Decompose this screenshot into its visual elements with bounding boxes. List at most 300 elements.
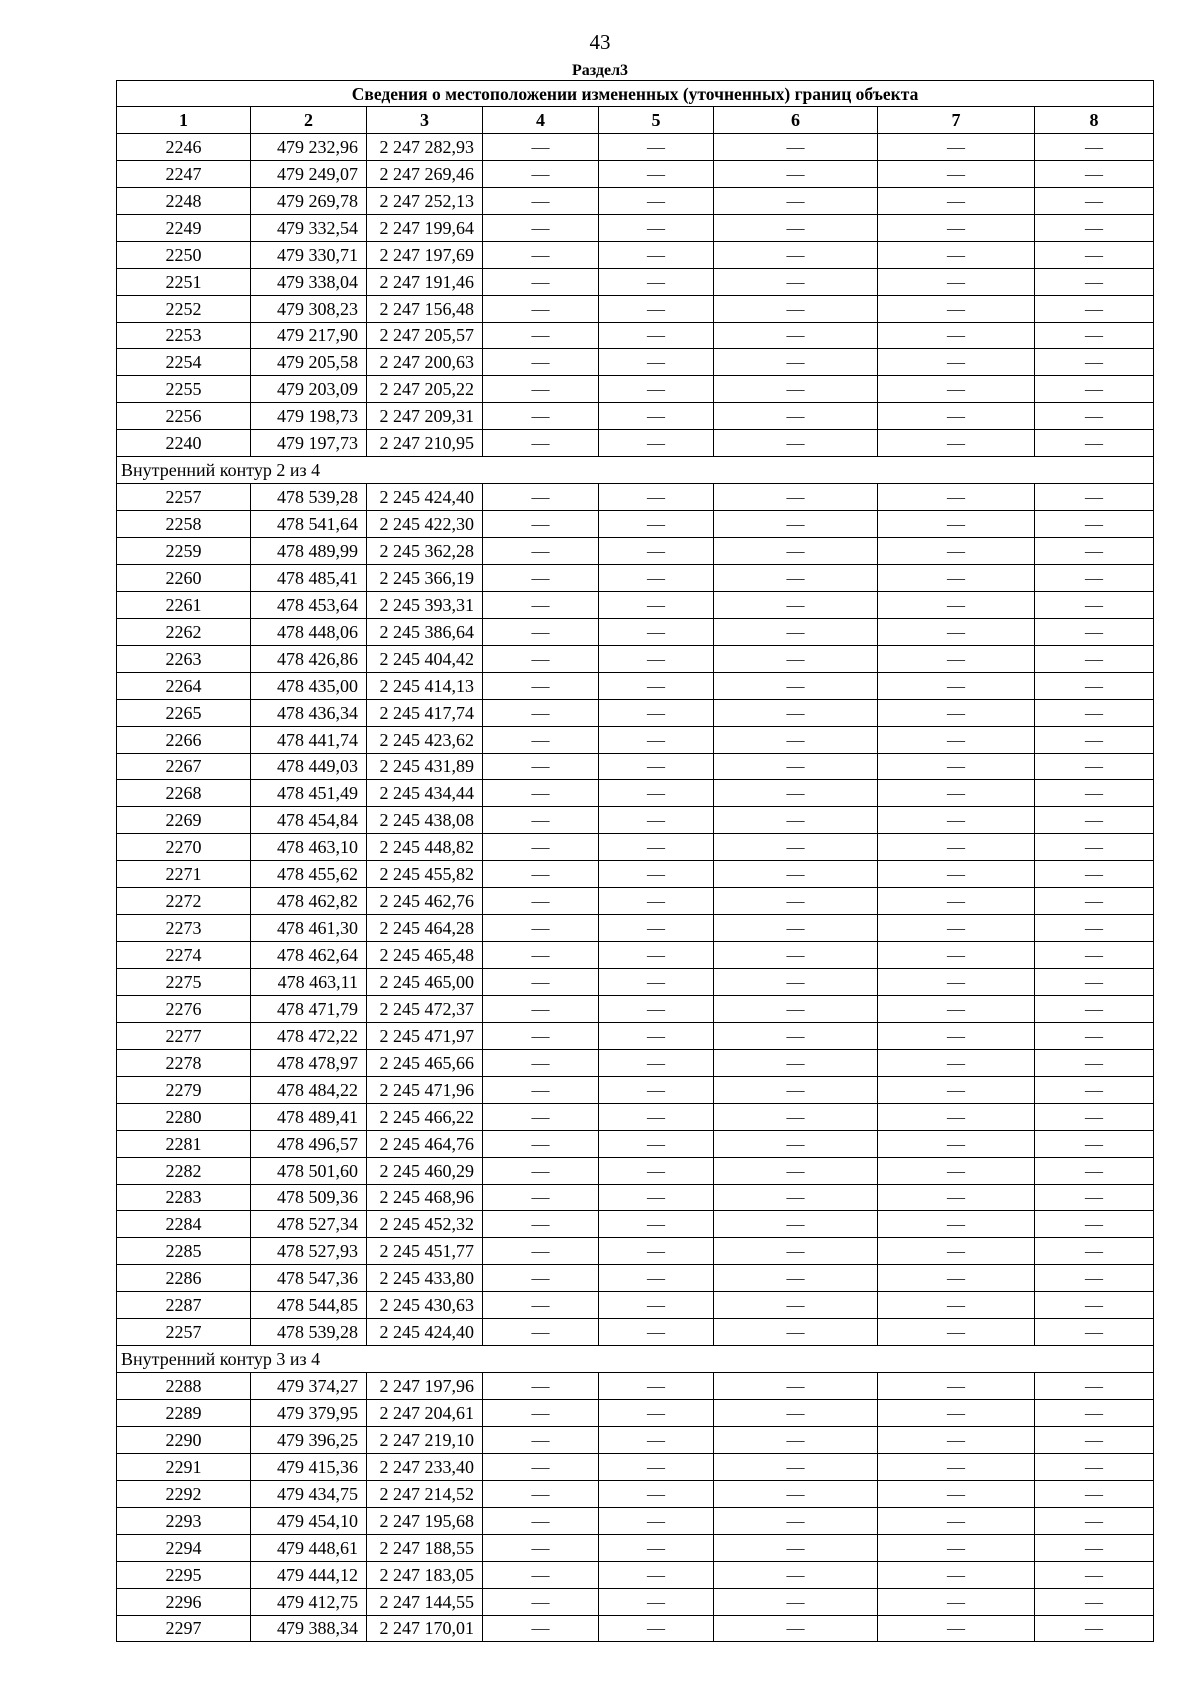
x-coordinate-cell: 479 205,58 [251,349,367,376]
empty-value-dash: — [714,618,878,645]
empty-value-dash: — [1035,1211,1154,1238]
empty-value-dash: — [483,672,599,699]
boundary-coordinates-table [116,80,1154,1642]
empty-value-dash: — [483,942,599,969]
empty-value-dash: — [1035,1615,1154,1642]
empty-value-dash: — [483,1184,599,1211]
point-number-cell: 2248 [117,187,251,214]
empty-value-dash: — [483,349,599,376]
point-number-cell: 2269 [117,807,251,834]
y-coordinate-cell: 2 247 195,68 [367,1507,483,1534]
y-coordinate-cell: 2 247 282,93 [367,133,483,160]
empty-value-dash: — [483,915,599,942]
point-number-cell: 2293 [117,1507,251,1534]
contour-heading-row [117,1346,1154,1373]
empty-value-dash: — [599,1076,714,1103]
x-coordinate-cell: 479 338,04 [251,268,367,295]
x-coordinate-cell: 478 463,10 [251,834,367,861]
empty-value-dash: — [599,645,714,672]
empty-value-dash: — [1035,645,1154,672]
point-number-cell: 2268 [117,780,251,807]
table-row [117,484,1154,511]
x-coordinate-cell: 479 197,73 [251,430,367,457]
empty-value-dash: — [483,1507,599,1534]
empty-value-dash: — [1035,1103,1154,1130]
empty-value-dash: — [483,1588,599,1615]
point-number-cell: 2291 [117,1453,251,1480]
empty-value-dash: — [878,699,1035,726]
empty-value-dash: — [878,807,1035,834]
empty-value-dash: — [878,484,1035,511]
empty-value-dash: — [878,241,1035,268]
empty-value-dash: — [483,1615,599,1642]
empty-value-dash: — [714,995,878,1022]
empty-value-dash: — [483,834,599,861]
empty-value-dash: — [599,1453,714,1480]
empty-value-dash: — [599,995,714,1022]
empty-value-dash: — [1035,780,1154,807]
x-coordinate-cell: 478 463,11 [251,969,367,996]
empty-value-dash: — [714,834,878,861]
y-coordinate-cell: 2 245 471,96 [367,1076,483,1103]
table-row [117,511,1154,538]
column-header-4: 4 [483,107,599,134]
empty-value-dash: — [1035,1184,1154,1211]
empty-value-dash: — [1035,1130,1154,1157]
y-coordinate-cell: 2 247 170,01 [367,1615,483,1642]
point-number-cell: 2295 [117,1561,251,1588]
empty-value-dash: — [599,1507,714,1534]
table-row [117,214,1154,241]
empty-value-dash: — [483,295,599,322]
empty-value-dash: — [599,133,714,160]
y-coordinate-cell: 2 245 472,37 [367,995,483,1022]
empty-value-dash: — [714,1453,878,1480]
column-header-2: 2 [251,107,367,134]
empty-value-dash: — [878,133,1035,160]
empty-value-dash: — [714,1319,878,1346]
empty-value-dash: — [878,1076,1035,1103]
y-coordinate-cell: 2 245 464,76 [367,1130,483,1157]
empty-value-dash: — [1035,1319,1154,1346]
table-row [117,160,1154,187]
y-coordinate-cell: 2 245 455,82 [367,861,483,888]
point-number-cell: 2285 [117,1238,251,1265]
empty-value-dash: — [483,511,599,538]
x-coordinate-cell: 479 232,96 [251,133,367,160]
empty-value-dash: — [878,672,1035,699]
point-number-cell: 2258 [117,511,251,538]
empty-value-dash: — [878,1453,1035,1480]
x-coordinate-cell: 478 426,86 [251,645,367,672]
x-coordinate-cell: 478 509,36 [251,1184,367,1211]
empty-value-dash: — [1035,1265,1154,1292]
empty-value-dash: — [714,1480,878,1507]
x-coordinate-cell: 479 396,25 [251,1426,367,1453]
empty-value-dash: — [714,1507,878,1534]
point-number-cell: 2271 [117,861,251,888]
y-coordinate-cell: 2 247 191,46 [367,268,483,295]
empty-value-dash: — [599,1292,714,1319]
table-row [117,133,1154,160]
empty-value-dash: — [878,1238,1035,1265]
empty-value-dash: — [483,1157,599,1184]
point-number-cell: 2290 [117,1426,251,1453]
x-coordinate-cell: 478 435,00 [251,672,367,699]
y-coordinate-cell: 2 247 199,64 [367,214,483,241]
empty-value-dash: — [599,942,714,969]
table-row [117,1157,1154,1184]
x-coordinate-cell: 479 249,07 [251,160,367,187]
point-number-cell: 2281 [117,1130,251,1157]
table-row [117,995,1154,1022]
point-number-cell: 2275 [117,969,251,996]
empty-value-dash: — [878,1211,1035,1238]
y-coordinate-cell: 2 247 197,96 [367,1373,483,1400]
empty-value-dash: — [714,1561,878,1588]
empty-value-dash: — [714,942,878,969]
y-coordinate-cell: 2 247 233,40 [367,1453,483,1480]
empty-value-dash: — [599,1373,714,1400]
empty-value-dash: — [599,403,714,430]
empty-value-dash: — [1035,214,1154,241]
y-coordinate-cell: 2 247 197,69 [367,241,483,268]
empty-value-dash: — [714,1157,878,1184]
table-row [117,969,1154,996]
empty-value-dash: — [1035,834,1154,861]
empty-value-dash: — [878,1588,1035,1615]
empty-value-dash: — [599,1238,714,1265]
empty-value-dash: — [483,322,599,349]
empty-value-dash: — [599,591,714,618]
empty-value-dash: — [878,214,1035,241]
point-number-cell: 2261 [117,591,251,618]
table-title-row [117,81,1154,107]
x-coordinate-cell: 479 203,09 [251,376,367,403]
empty-value-dash: — [599,807,714,834]
table-row [117,295,1154,322]
empty-value-dash: — [878,1561,1035,1588]
y-coordinate-cell: 2 245 465,48 [367,942,483,969]
point-number-cell: 2297 [117,1615,251,1642]
empty-value-dash: — [599,699,714,726]
point-number-cell: 2274 [117,942,251,969]
column-header-1: 1 [117,107,251,134]
empty-value-dash: — [483,1453,599,1480]
y-coordinate-cell: 2 247 200,63 [367,349,483,376]
empty-value-dash: — [878,780,1035,807]
point-number-cell: 2257 [117,1319,251,1346]
y-coordinate-cell: 2 245 424,40 [367,484,483,511]
table-row [117,1076,1154,1103]
empty-value-dash: — [599,322,714,349]
empty-value-dash: — [483,538,599,565]
point-number-cell: 2283 [117,1184,251,1211]
empty-value-dash: — [714,268,878,295]
empty-value-dash: — [483,753,599,780]
x-coordinate-cell: 478 453,64 [251,591,367,618]
empty-value-dash: — [878,942,1035,969]
empty-value-dash: — [1035,376,1154,403]
empty-value-dash: — [1035,1588,1154,1615]
point-number-cell: 2277 [117,1022,251,1049]
empty-value-dash: — [714,1022,878,1049]
empty-value-dash: — [599,1615,714,1642]
table-row [117,1211,1154,1238]
x-coordinate-cell: 478 484,22 [251,1076,367,1103]
empty-value-dash: — [599,1319,714,1346]
empty-value-dash: — [1035,295,1154,322]
point-number-cell: 2294 [117,1534,251,1561]
table-row [117,699,1154,726]
table-row [117,1103,1154,1130]
empty-value-dash: — [1035,1534,1154,1561]
column-header-7: 7 [878,107,1035,134]
table-row [117,1588,1154,1615]
x-coordinate-cell: 478 489,41 [251,1103,367,1130]
empty-value-dash: — [714,349,878,376]
empty-value-dash: — [483,1238,599,1265]
table-row [117,888,1154,915]
x-coordinate-cell: 478 489,99 [251,538,367,565]
empty-value-dash: — [1035,969,1154,996]
empty-value-dash: — [483,1319,599,1346]
table-row [117,538,1154,565]
x-coordinate-cell: 479 269,78 [251,187,367,214]
empty-value-dash: — [714,888,878,915]
y-coordinate-cell: 2 245 438,08 [367,807,483,834]
point-number-cell: 2273 [117,915,251,942]
y-coordinate-cell: 2 245 366,19 [367,564,483,591]
y-coordinate-cell: 2 247 205,57 [367,322,483,349]
x-coordinate-cell: 479 308,23 [251,295,367,322]
empty-value-dash: — [483,645,599,672]
empty-value-dash: — [599,484,714,511]
empty-value-dash: — [714,430,878,457]
empty-value-dash: — [714,1103,878,1130]
empty-value-dash: — [714,133,878,160]
empty-value-dash: — [483,1400,599,1427]
table-row [117,349,1154,376]
empty-value-dash: — [878,645,1035,672]
point-number-cell: 2263 [117,645,251,672]
empty-value-dash: — [1035,672,1154,699]
empty-value-dash: — [878,376,1035,403]
y-coordinate-cell: 2 245 452,32 [367,1211,483,1238]
y-coordinate-cell: 2 245 466,22 [367,1103,483,1130]
empty-value-dash: — [1035,241,1154,268]
empty-value-dash: — [599,1480,714,1507]
x-coordinate-cell: 478 448,06 [251,618,367,645]
empty-value-dash: — [714,969,878,996]
x-coordinate-cell: 478 472,22 [251,1022,367,1049]
empty-value-dash: — [599,1184,714,1211]
empty-value-dash: — [714,1426,878,1453]
table-row [117,322,1154,349]
x-coordinate-cell: 479 217,90 [251,322,367,349]
x-coordinate-cell: 478 527,34 [251,1211,367,1238]
empty-value-dash: — [483,807,599,834]
empty-value-dash: — [599,672,714,699]
empty-value-dash: — [1035,699,1154,726]
empty-value-dash: — [599,1400,714,1427]
empty-value-dash: — [599,780,714,807]
column-header-5: 5 [599,107,714,134]
table-row [117,1426,1154,1453]
point-number-cell: 2265 [117,699,251,726]
point-number-cell: 2253 [117,322,251,349]
empty-value-dash: — [483,187,599,214]
empty-value-dash: — [878,1157,1035,1184]
x-coordinate-cell: 479 415,36 [251,1453,367,1480]
empty-value-dash: — [483,484,599,511]
empty-value-dash: — [599,915,714,942]
y-coordinate-cell: 2 247 156,48 [367,295,483,322]
y-coordinate-cell: 2 245 422,30 [367,511,483,538]
empty-value-dash: — [1035,1157,1154,1184]
table-row [117,834,1154,861]
empty-value-dash: — [1035,591,1154,618]
section-label: Раздел3 [571,62,629,79]
empty-value-dash: — [714,1130,878,1157]
empty-value-dash: — [714,672,878,699]
table-row [117,1184,1154,1211]
point-number-cell: 2257 [117,484,251,511]
x-coordinate-cell: 478 547,36 [251,1265,367,1292]
empty-value-dash: — [714,1615,878,1642]
empty-value-dash: — [483,699,599,726]
empty-value-dash: — [1035,1049,1154,1076]
table-row [117,807,1154,834]
table-row [117,430,1154,457]
y-coordinate-cell: 2 245 462,76 [367,888,483,915]
empty-value-dash: — [1035,726,1154,753]
table-row [117,1238,1154,1265]
empty-value-dash: — [599,160,714,187]
table-row [117,780,1154,807]
empty-value-dash: — [599,1022,714,1049]
y-coordinate-cell: 2 245 431,89 [367,753,483,780]
point-number-cell: 2266 [117,726,251,753]
x-coordinate-cell: 478 436,34 [251,699,367,726]
y-coordinate-cell: 2 247 205,22 [367,376,483,403]
y-coordinate-cell: 2 245 433,80 [367,1265,483,1292]
empty-value-dash: — [599,349,714,376]
empty-value-dash: — [483,618,599,645]
empty-value-dash: — [599,888,714,915]
x-coordinate-cell: 479 332,54 [251,214,367,241]
empty-value-dash: — [714,376,878,403]
empty-value-dash: — [714,1373,878,1400]
empty-value-dash: — [483,1049,599,1076]
x-coordinate-cell: 478 455,62 [251,861,367,888]
point-number-cell: 2296 [117,1588,251,1615]
point-number-cell: 2251 [117,268,251,295]
empty-value-dash: — [483,1480,599,1507]
empty-value-dash: — [878,1400,1035,1427]
y-coordinate-cell: 2 245 424,40 [367,1319,483,1346]
empty-value-dash: — [483,133,599,160]
table-row [117,1292,1154,1319]
empty-value-dash: — [1035,807,1154,834]
empty-value-dash: — [878,1507,1035,1534]
empty-value-dash: — [714,295,878,322]
empty-value-dash: — [483,430,599,457]
empty-value-dash: — [483,1426,599,1453]
empty-value-dash: — [878,538,1035,565]
x-coordinate-cell: 479 379,95 [251,1400,367,1427]
empty-value-dash: — [599,1130,714,1157]
empty-value-dash: — [483,1076,599,1103]
x-coordinate-cell: 478 496,57 [251,1130,367,1157]
table-row [117,187,1154,214]
empty-value-dash: — [599,726,714,753]
y-coordinate-cell: 2 247 219,10 [367,1426,483,1453]
y-coordinate-cell: 2 245 386,64 [367,618,483,645]
point-number-cell: 2270 [117,834,251,861]
empty-value-dash: — [714,861,878,888]
point-number-cell: 2260 [117,564,251,591]
empty-value-dash: — [599,834,714,861]
empty-value-dash: — [483,403,599,430]
empty-value-dash: — [1035,322,1154,349]
empty-value-dash: — [878,834,1035,861]
empty-value-dash: — [878,430,1035,457]
point-number-cell: 2284 [117,1211,251,1238]
table-row [117,1400,1154,1427]
empty-value-dash: — [483,160,599,187]
empty-value-dash: — [714,1211,878,1238]
empty-value-dash: — [599,753,714,780]
contour-heading: Внутренний контур 2 из 4 [117,457,1154,484]
empty-value-dash: — [878,915,1035,942]
point-number-cell: 2286 [117,1265,251,1292]
empty-value-dash: — [714,807,878,834]
empty-value-dash: — [714,538,878,565]
empty-value-dash: — [1035,915,1154,942]
empty-value-dash: — [878,618,1035,645]
empty-value-dash: — [1035,1076,1154,1103]
empty-value-dash: — [714,591,878,618]
empty-value-dash: — [483,995,599,1022]
empty-value-dash: — [599,1534,714,1561]
empty-value-dash: — [1035,753,1154,780]
empty-value-dash: — [483,1373,599,1400]
column-header-6: 6 [714,107,878,134]
table-row [117,618,1154,645]
empty-value-dash: — [1035,861,1154,888]
contour-heading-row [117,457,1154,484]
empty-value-dash: — [483,1265,599,1292]
table-row [117,1615,1154,1642]
point-number-cell: 2288 [117,1373,251,1400]
empty-value-dash: — [878,1373,1035,1400]
empty-value-dash: — [714,753,878,780]
empty-value-dash: — [599,564,714,591]
empty-value-dash: — [1035,1480,1154,1507]
point-number-cell: 2267 [117,753,251,780]
y-coordinate-cell: 2 245 465,66 [367,1049,483,1076]
point-number-cell: 2255 [117,376,251,403]
empty-value-dash: — [1035,942,1154,969]
x-coordinate-cell: 478 539,28 [251,1319,367,1346]
empty-value-dash: — [1035,564,1154,591]
point-number-cell: 2246 [117,133,251,160]
point-number-cell: 2256 [117,403,251,430]
y-coordinate-cell: 2 247 144,55 [367,1588,483,1615]
point-number-cell: 2249 [117,214,251,241]
y-coordinate-cell: 2 245 417,74 [367,699,483,726]
